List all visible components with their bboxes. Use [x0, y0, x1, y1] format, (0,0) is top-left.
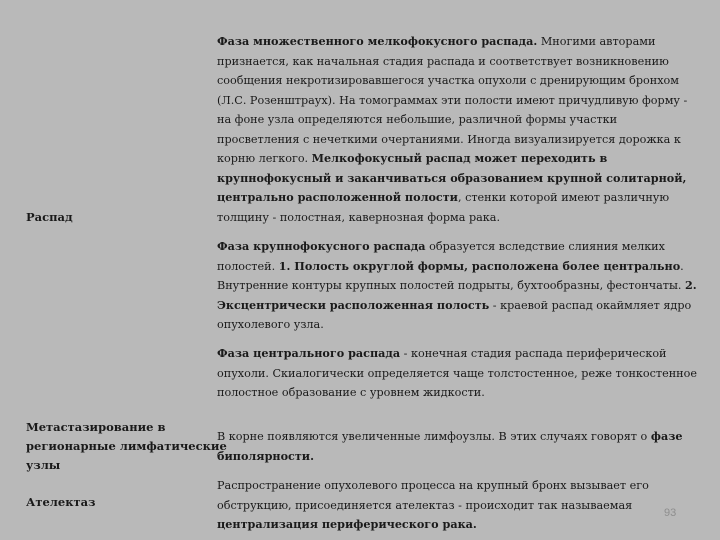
text-run: - краевой распад окаймляет ядро опухолевого узла. — [217, 298, 692, 331]
metastasis-text — [217, 427, 697, 466]
text-run: . Внутренние контуры крупных полостей подрыты, бухтообразны, фестончаты. — [217, 259, 685, 292]
bold-phrase: 2. Эксцентрически расположенная полость — [217, 278, 697, 312]
text-run: , стенки которой имеют различную толщину - полостная, кавернозная форма рака. — [217, 191, 670, 224]
bold-phrase: Фаза центрального распада — [217, 346, 401, 360]
text-run: образуется вследствие слияния мелких полостей. — [217, 240, 665, 273]
bold-phrase: централизация периферического рака. — [217, 517, 477, 531]
decay-paragraph-large-focal — [217, 237, 697, 335]
row-label-atelectasis: Ателектаз — [26, 495, 96, 509]
atelectasis-text — [217, 476, 657, 535]
decay-paragraph-small-focal — [217, 32, 697, 227]
bold-phrase: Фаза множественного мелкофокусного распада. — [217, 34, 538, 48]
label-line: регионарные лимфатические — [26, 439, 227, 453]
decay-paragraph-central — [217, 344, 697, 403]
bold-phrase: фазе биполярности. — [217, 429, 683, 463]
label-line: Метастазирование в — [26, 420, 166, 434]
label-line: узлы — [26, 458, 61, 472]
bold-phrase: Мелкофокусный распад может переходить в крупнофокусный и заканчиваться образованием крупной солитарной, центрально расположенной полости — [217, 151, 687, 204]
text-run: Распространение опухолевого процесса на крупный бронх вызывает его обструкцию, присоединяется ателектаз - происходит так называемая — [217, 479, 649, 512]
text-run: - конечная стадия распада периферической опухоли. Скиалогически определяется чаще толстостенное, реже тонкостенное полостное образование с уровнем жидкости. — [217, 347, 697, 399]
page-number: 93 — [664, 507, 677, 519]
text-run: В корне появляются увеличенные лимфоузлы. В этих случаях говорят о — [217, 430, 651, 443]
row-label-decay: Распад — [26, 210, 73, 224]
bold-phrase: 1. Полость округлой формы, расположена более центрально — [278, 258, 681, 273]
row-label-metastasis — [26, 418, 227, 475]
bold-phrase: Фаза крупнофокусного распада — [217, 239, 426, 253]
text-run: Многими авторами признается, как начальная стадия распада и соответствует возникновению сообщения некротизировавшегося участка опухоли с дренирующим бронхом (Л.С. Розенштраух). На томограммах эти полости имеют причудливую форму - на фоне узла определяются небольшие, различной формы участки просветления с нечеткими очертаниями. Иногда визуализируется дорожка к корню легкого. — [217, 35, 688, 165]
